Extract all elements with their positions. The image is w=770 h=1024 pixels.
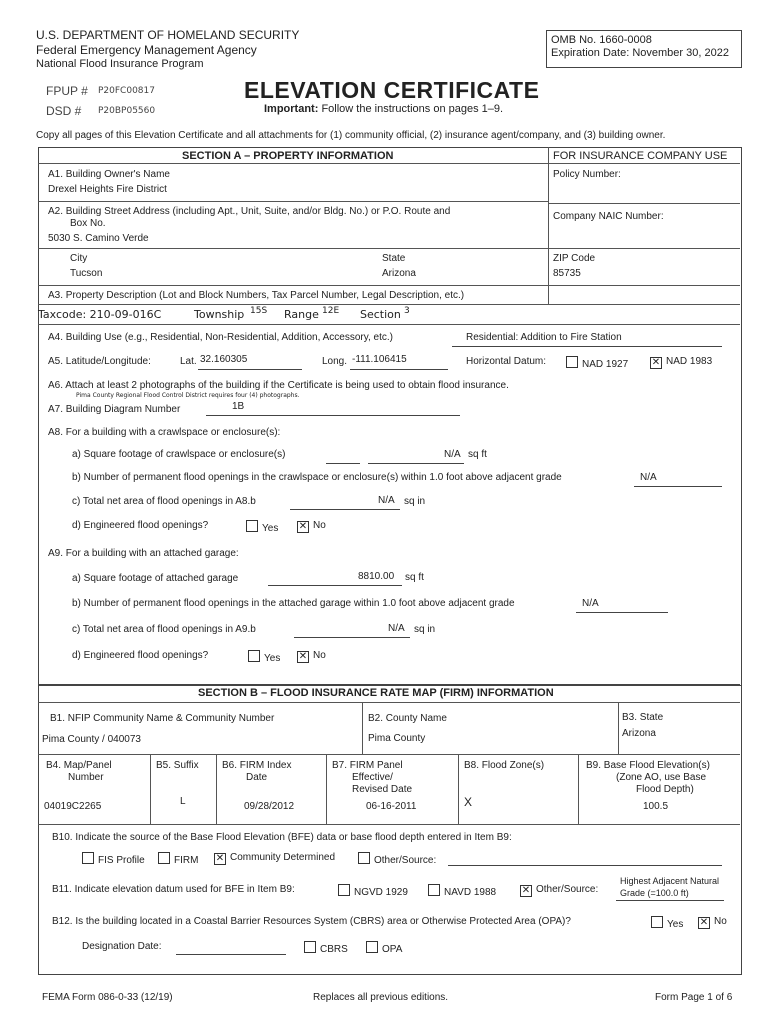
a8d-no-option[interactable] [297,520,326,533]
a9b-line [576,612,668,613]
important-note [264,103,503,115]
no-label: No [714,916,727,927]
fis-label: FIS Profile [98,855,145,866]
a1-label: A1. Building Owner's Name [48,169,170,180]
a3-section[interactable]: 3 [404,306,410,316]
a8b-value[interactable]: N/A [640,472,657,483]
a3-township-label: Township [194,308,245,321]
a9c-unit: sq in [414,624,436,635]
a4-label: A4. Building Use (e.g., Residential, Non-Residential, Addition, Accessory, etc.) [48,332,393,343]
b11-other-value[interactable]: Highest Adjacent Natural [620,876,720,886]
dsd-label: DSD # [46,104,82,118]
b7-label: B7. FIRM Panel [332,760,403,771]
a5-lat-value[interactable]: 32.160305 [200,354,248,365]
opa-option[interactable] [366,941,402,955]
divider [38,201,548,202]
no-label: No [313,520,326,531]
b9-value[interactable]: 100.5 [643,801,669,812]
b6-label-cont: Date [246,772,268,783]
divider [38,324,740,325]
a2-label-cont: Box No. [70,218,106,229]
divider [216,754,217,824]
a1-value[interactable]: Drexel Heights Fire District [48,184,167,195]
a5-long-label: Long. [322,356,348,367]
a2-value[interactable]: 5030 S. Camino Verde [48,233,149,244]
divider [38,285,740,286]
b1-value[interactable]: Pima County / 040073 [42,734,141,745]
program-name: National Flood Insurance Program [36,58,204,70]
divider [38,754,740,755]
a8a-unit: sq ft [468,449,487,460]
a5-lat-label: Lat. [180,356,197,367]
a8c-unit: sq in [404,496,426,507]
checkbox-icon[interactable] [158,852,170,864]
a9d-label: d) Engineered flood openings? [72,650,209,661]
a5-label: A5. Latitude/Longitude: [48,356,151,367]
yes-label: Yes [262,523,279,534]
fpup-value: P20FC00817 [98,86,155,96]
no-label: No [313,650,326,661]
navd-label: NAVD 1988 [444,887,497,898]
form-title: ELEVATION CERTIFICATE [244,77,540,103]
b1-label: B1. NFIP Community Name & Community Number [50,713,275,724]
a8b-label: b) Number of permanent flood openings in the crawlspace or enclosure(s) within 1.0 foot above adjacent grade [72,472,562,483]
b9-label-cont2: Flood Depth) [636,784,694,795]
divider [38,248,740,249]
dept-name: U.S. DEPARTMENT OF HOMELAND SECURITY [36,28,300,42]
a8a-value[interactable]: N/A [444,449,461,460]
a7-value[interactable]: 1B [232,401,245,412]
a9a-value[interactable]: 8810.00 [358,571,395,582]
opa-label: OPA [382,944,403,955]
cbrs-label: CBRS [320,944,348,955]
a5-lat-line [198,369,302,370]
page-number: Form Page 1 of 6 [655,992,733,1003]
ngvd-label: NGVD 1929 [354,887,408,898]
divider [362,702,363,754]
a9a-label: a) Square footage of attached garage [72,573,239,584]
community-label: Community Determined [230,852,336,863]
city-label: City [70,253,88,264]
b5-label: B5. Suffix [156,760,199,771]
checkbox-icon[interactable] [338,884,350,896]
nad-1927-label: NAD 1927 [582,359,629,370]
b11-other-label: Other/Source: [536,884,599,895]
city-value[interactable]: Tucson [70,268,103,279]
b12-label: B12. Is the building located in a Coastal Barrier Resources System (CBRS) area or Otherwise Protected Area (OPA)? [52,916,571,927]
checkbox-icon[interactable] [651,916,663,928]
b6-value[interactable]: 09/28/2012 [244,801,295,812]
b11-ngvd-option[interactable] [338,884,408,898]
other-source-label: Other/Source: [374,855,437,866]
divider [578,754,579,824]
a5-datum-label: Horizontal Datum: [466,356,547,367]
a9c-label: c) Total net area of flood openings in A9.b [72,624,256,635]
a2-label: A2. Building Street Address (including Apt., Unit, Suite, and/or Bldg. No.) or P.O. Route and [48,206,451,217]
naic-label: Company NAIC Number: [553,211,664,222]
divider [458,754,459,824]
dsd-value: P20BP05560 [98,106,156,116]
a3-range[interactable]: 12E [322,306,340,316]
b12-yes-option[interactable] [651,916,683,930]
agency-name: Federal Emergency Management Agency [36,43,257,57]
a8c-value[interactable]: N/A [378,495,395,506]
designation-date-label: Designation Date: [82,941,162,952]
b7-value[interactable]: 06-16-2011 [366,801,417,812]
a5-long-line [350,369,448,370]
checkbox-icon[interactable] [366,941,378,953]
b4-value[interactable]: 04019C2265 [44,801,102,812]
a9a-unit: sq ft [405,572,424,583]
b3-value[interactable]: Arizona [622,728,656,739]
divider [38,702,740,703]
b11-other-line [616,900,724,901]
b2-label: B2. County Name [368,713,447,724]
insurance-use-header: FOR INSURANCE COMPANY USE [553,150,728,162]
important-label: Important: [264,103,319,115]
divider [618,702,619,754]
a3-label: A3. Property Description (Lot and Block Numbers, Tax Parcel Number, Legal Description, etc.) [48,290,465,301]
state-label: State [382,253,406,264]
checkbox-icon[interactable] [248,650,260,662]
checked-checkbox-icon[interactable]: ✕ [651,357,661,368]
checked-checkbox-icon[interactable]: ✕ [215,853,225,864]
a9b-value[interactable]: N/A [582,598,599,609]
a7-label: A7. Building Diagram Number [48,404,181,415]
a9b-label: b) Number of permanent flood openings in the attached garage within 1.0 foot above adjacent grade [72,598,515,609]
b2-value[interactable]: Pima County [368,733,426,744]
b9-label-cont: (Zone AO, use Base [616,772,707,783]
a8a-line-2 [368,463,464,464]
b11-label: B11. Indicate elevation datum used for BFE in Item B9: [52,884,295,895]
b9-label: B9. Base Flood Elevation(s) [586,760,710,771]
a8-label: A8. For a building with a crawlspace or enclosure(s): [48,427,281,438]
b10-label: B10. Indicate the source of the Base Flood Elevation (BFE) data or base flood depth entered in Item B9: [52,832,512,843]
a6-note: Pima County Regional Flood Control District requires four (4) photographs. [76,392,300,399]
checkbox-icon[interactable] [246,520,258,532]
a3-section-label: Section [360,308,401,321]
copy-notice: Copy all pages of this Elevation Certificate and all attachments for (1) community official, (2) insurance agent/company, and (3) building owner. [36,130,666,141]
a3-taxcode[interactable]: Taxcode: 210-09-016C [38,308,162,321]
a9a-line [268,585,402,586]
b10-fis-option[interactable] [82,852,145,866]
section-a-title: SECTION A – PROPERTY INFORMATION [182,150,394,162]
divider [150,754,151,824]
a8a-line-1 [326,463,360,464]
a8c-line [290,509,400,510]
a8d-label: d) Engineered flood openings? [72,520,209,531]
checked-checkbox-icon[interactable]: ✕ [521,885,531,896]
b10-other-option[interactable] [358,852,436,866]
section-b-title: SECTION B – FLOOD INSURANCE RATE MAP (FIRM) INFORMATION [198,687,554,699]
important-text: Follow the instructions on pages 1–9. [321,103,504,115]
insurance-divider [548,147,549,304]
a7-line [206,415,460,416]
checkbox-icon[interactable] [428,884,440,896]
nad-1927-option[interactable] [566,356,628,370]
b7-label-cont: Effective/ [352,772,393,783]
nad-1983-label: NAD 1983 [666,356,713,367]
b3-label: B3. State [622,712,664,723]
checked-checkbox-icon[interactable]: ✕ [699,917,709,928]
checked-checkbox-icon[interactable]: ✕ [298,651,308,662]
a3-township[interactable]: 15S [250,306,268,316]
cbrs-option[interactable] [304,941,348,955]
policy-number-label: Policy Number: [553,169,621,180]
b4-label: B4. Map/Panel [46,760,112,771]
form-number: FEMA Form 086-0-33 (12/19) [42,992,173,1003]
b10-firm-option[interactable] [158,852,198,866]
b5-value[interactable]: L [180,796,186,807]
b11-other-option[interactable] [520,884,598,897]
designation-date-line [176,954,286,955]
checked-checkbox-icon[interactable]: ✕ [298,521,308,532]
divider [548,203,740,204]
checkbox-icon[interactable] [566,356,578,368]
divider [38,304,740,305]
replaces-note: Replaces all previous editions. [313,992,449,1003]
b8-value[interactable]: X [464,795,473,809]
a8b-line [634,486,722,487]
zip-value[interactable]: 85735 [553,268,581,279]
state-value[interactable]: Arizona [382,268,416,279]
b10-community-option[interactable] [214,852,335,865]
nad-1983-option[interactable] [650,356,712,369]
yes-label: Yes [667,919,684,930]
a9d-yes-option[interactable] [248,650,280,664]
a9d-no-option[interactable] [297,650,326,663]
a3-range-label: Range [284,308,319,321]
b8-label: B8. Flood Zone(s) [464,760,545,771]
checkbox-icon[interactable] [358,852,370,864]
a8c-label: c) Total net area of flood openings in A8.b [72,496,256,507]
a4-value[interactable]: Residential: Addition to Fire Station [466,332,622,343]
yes-label: Yes [264,653,281,664]
omb-box [546,30,742,68]
omb-number: OMB No. 1660-0008 [551,34,652,46]
a8d-yes-option[interactable] [246,520,278,534]
b10-other-line [448,865,722,866]
a9c-line [294,637,410,638]
checkbox-icon[interactable] [304,941,316,953]
a5-long-value[interactable]: -111.106415 [352,354,407,365]
a4-field-line [452,346,722,347]
b4-label-cont: Number [68,772,104,783]
a6-label: A6. Attach at least 2 photographs of the building if the Certificate is being used to obtain flood insurance. [48,380,509,391]
divider [38,684,740,686]
zip-label: ZIP Code [553,253,596,264]
divider [38,824,740,825]
b7-label-cont2: Revised Date [352,784,413,795]
a9c-value[interactable]: N/A [388,623,405,634]
a8a-label: a) Square footage of crawlspace or enclosure(s) [72,449,286,460]
fpup-label: FPUP # [46,84,88,98]
a9-label: A9. For a building with an attached garage: [48,548,239,559]
expiration-date: Expiration Date: November 30, 2022 [551,47,729,59]
b12-no-option[interactable] [698,916,727,929]
b11-other-value-cont[interactable]: Grade (=100.0 ft) [620,888,689,898]
firm-label: FIRM [174,855,199,866]
b6-label: B6. FIRM Index [222,760,292,771]
checkbox-icon[interactable] [82,852,94,864]
divider [326,754,327,824]
divider [38,163,740,164]
b11-navd-option[interactable] [428,884,496,898]
